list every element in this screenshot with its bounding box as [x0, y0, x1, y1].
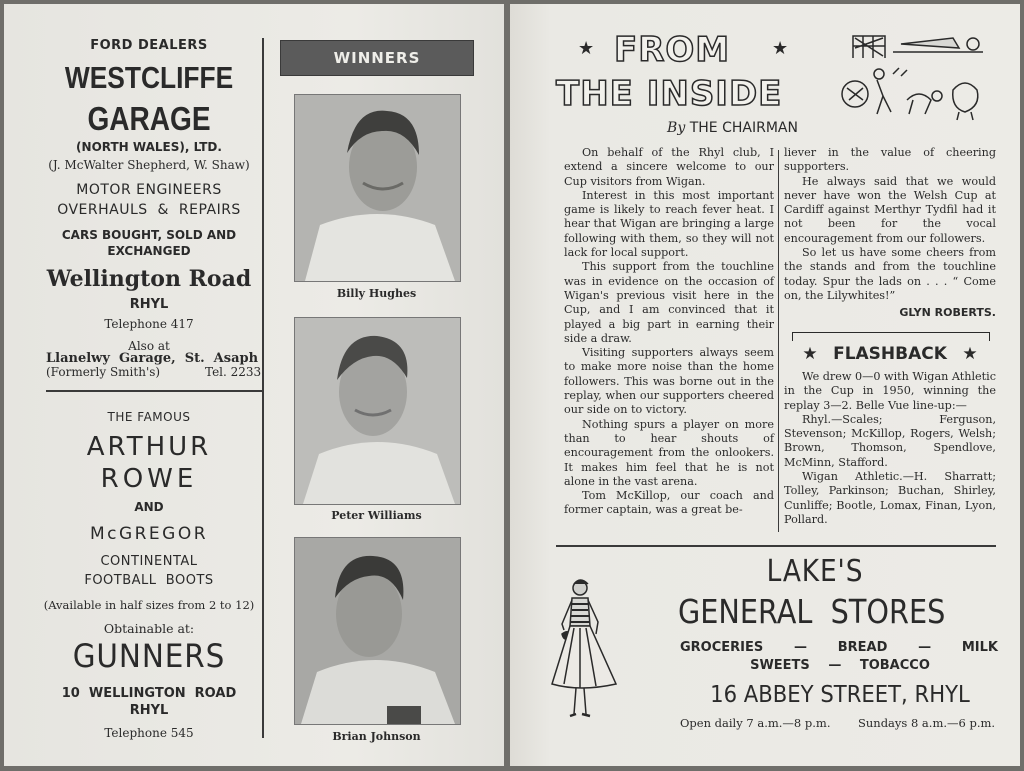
garage-name: GARAGE [87, 100, 211, 137]
flashback-rhyl: Rhyl.—Scales; Ferguson, Stevenson; McKillop, Rogers, Welsh; Brown, Thomson, Spendlove, McMinn, Stafford. [784, 412, 996, 469]
mcgregor: McGREGOR [89, 524, 209, 544]
article-paragraph: Nothing spurs a player on more than to hear shouts of encouragement from the onlookers. It makes him feel that he is not alone in the vast arena. [564, 417, 774, 488]
goods-line2 [670, 658, 1010, 673]
goods-bread: BREAD [837, 640, 888, 655]
sizes-note: (Available in half sizes from 2 to 12) [43, 598, 255, 612]
title-line1: FROM [614, 30, 731, 70]
ford-dealers-heading: FORD DEALERS [90, 38, 208, 53]
gunners-telephone: Telephone 545 [104, 726, 194, 740]
company-name: (NORTH WALES), LTD. [76, 140, 222, 154]
article-paragraph: liever in the value of cheering supporters. [784, 146, 996, 174]
flashback-body [784, 370, 996, 527]
flashback-wigan: Wigan Athletic.—H. Sharratt; Tolley, Parkinson; Buchan, Shirley, Cunliffe; Bootle, Lomax, Finan, Lyon, Pollard. [784, 470, 996, 526]
byline [510, 120, 955, 136]
opening-hours: Open daily 7 a.m.—8 p.m. [680, 716, 831, 730]
article-paragraph: On behalf of the Rhyl club, I extend a sincere welcome to our Cup visitors from Wigan. [564, 146, 774, 188]
services-line2: OVERHAULS & REPAIRS [57, 202, 241, 218]
divider-left [46, 390, 264, 392]
directors: (J. McWalter Shepherd, W. Shaw) [48, 158, 250, 172]
and: AND [134, 500, 164, 514]
westcliffe-name: WESTCLIFFE [64, 60, 234, 95]
cars-line2: EXCHANGED [107, 244, 191, 258]
signature: GLYN ROBERTS. [899, 306, 996, 320]
player-photo [294, 317, 461, 505]
goods-dash: — [828, 658, 842, 673]
player-name: Brian Johnson [332, 730, 421, 743]
star-icon: ★ [772, 38, 789, 59]
column-rule [262, 38, 264, 738]
garage-telephone: Telephone 417 [104, 317, 194, 331]
byline-by: By [667, 120, 686, 136]
goods-groceries: GROCERIES [680, 640, 764, 655]
goods-dash: — [793, 640, 807, 655]
player-photo [294, 94, 461, 282]
lakes-name: LAKE'S [766, 554, 864, 589]
continental: CONTINENTAL [100, 554, 198, 569]
gunners-address1: 10 WELLINGTON ROAD [61, 686, 237, 701]
player-photo [294, 537, 461, 725]
left-page [4, 4, 504, 766]
cars-line1: CARS BOUGHT, SOLD AND [61, 228, 237, 242]
star-icon: ★ [578, 38, 595, 59]
player-name: Peter Williams [331, 509, 422, 522]
article-paragraph: Visiting supporters always seem to make more noise than the home followers. This was borne out in the replay, when our supporters cheered our side on to victory. [564, 346, 774, 417]
gunners: GUNNERS [72, 637, 226, 675]
flashback-title: FLASHBACK [833, 344, 947, 364]
goods-tobacco: TOBACCO [859, 658, 930, 673]
article-column-rule [778, 150, 779, 532]
the-famous: THE FAMOUS [107, 410, 191, 424]
wellington-road: Wellington Road [46, 266, 252, 292]
article-column-2 [784, 146, 996, 321]
title-line2: THE INSIDE [556, 74, 783, 114]
article-paragraph: This support from the touchline was in evidence on the occasion of Wigan's previous visit here in the Cup, and I am convinced that it played a big part in earning their side a draw. [564, 260, 774, 345]
star-icon: ★ [802, 344, 818, 364]
goods-dash: — [918, 640, 932, 655]
also-at: Also at [128, 339, 170, 353]
article-paragraph: So let us have some cheers from the stands and from the touchline today. Spur the lads on . . . “ Come on, the Lilywhites!” [784, 246, 996, 302]
lakes-address: 16 ABBEY STREET, RHYL [710, 682, 970, 708]
obtainable-at: Obtainable at: [103, 621, 195, 636]
rowe: ROWE [100, 464, 198, 494]
flashback-intro: We drew 0—0 with Wigan Athletic in the Cup in 1950, winning the replay 3—2. Belle Vue line-up:— [784, 370, 997, 412]
football-cartoon-icon [833, 30, 993, 122]
football-boots: FOOTBALL BOOTS [84, 573, 214, 588]
star-icon: ★ [962, 344, 978, 364]
lady-illustration-icon [550, 574, 636, 724]
goods-line1 [680, 640, 998, 655]
article-column-1 [564, 146, 774, 518]
sunday-hours: Sundays 8 a.m.—6 p.m. [858, 716, 996, 730]
branch-telephone: Tel. 2233 [205, 365, 262, 379]
goods-sweets: SWEETS [750, 658, 810, 673]
player-name: Billy Hughes [336, 287, 417, 300]
divider-right [556, 545, 996, 547]
goods-milk: MILK [961, 640, 998, 655]
rhyl-town: RHYL [129, 297, 169, 312]
article-paragraph: Tom McKillop, our coach and former captain, was a great be- [564, 489, 774, 517]
article-paragraph: Interest in this most important game is likely to reach fever heat. I hear that Wigan are bringing a large following with them, so they will not lack for local support. [564, 188, 774, 260]
right-page [510, 4, 1020, 766]
services-line1: MOTOR ENGINEERS [76, 182, 222, 198]
winners-banner: WINNERS [280, 40, 474, 76]
gunners-address2: RHYL [129, 703, 169, 718]
article-paragraph: He always said that we would never have won the Welsh Cup at Cardiff against Merthyr Tydfil had it not been for the vocal encouragement from our followers. [784, 174, 996, 245]
branch-name: Llanelwy Garage, St. Asaph [46, 351, 259, 366]
arthur: ARTHUR [86, 432, 212, 462]
flashback-heading [784, 344, 996, 364]
byline-author: THE CHAIRMAN [689, 120, 798, 136]
general-stores: GENERAL STORES [678, 592, 946, 631]
formerly-smiths: (Formerly Smith's) [46, 365, 161, 379]
flashback-bracket [792, 332, 990, 341]
